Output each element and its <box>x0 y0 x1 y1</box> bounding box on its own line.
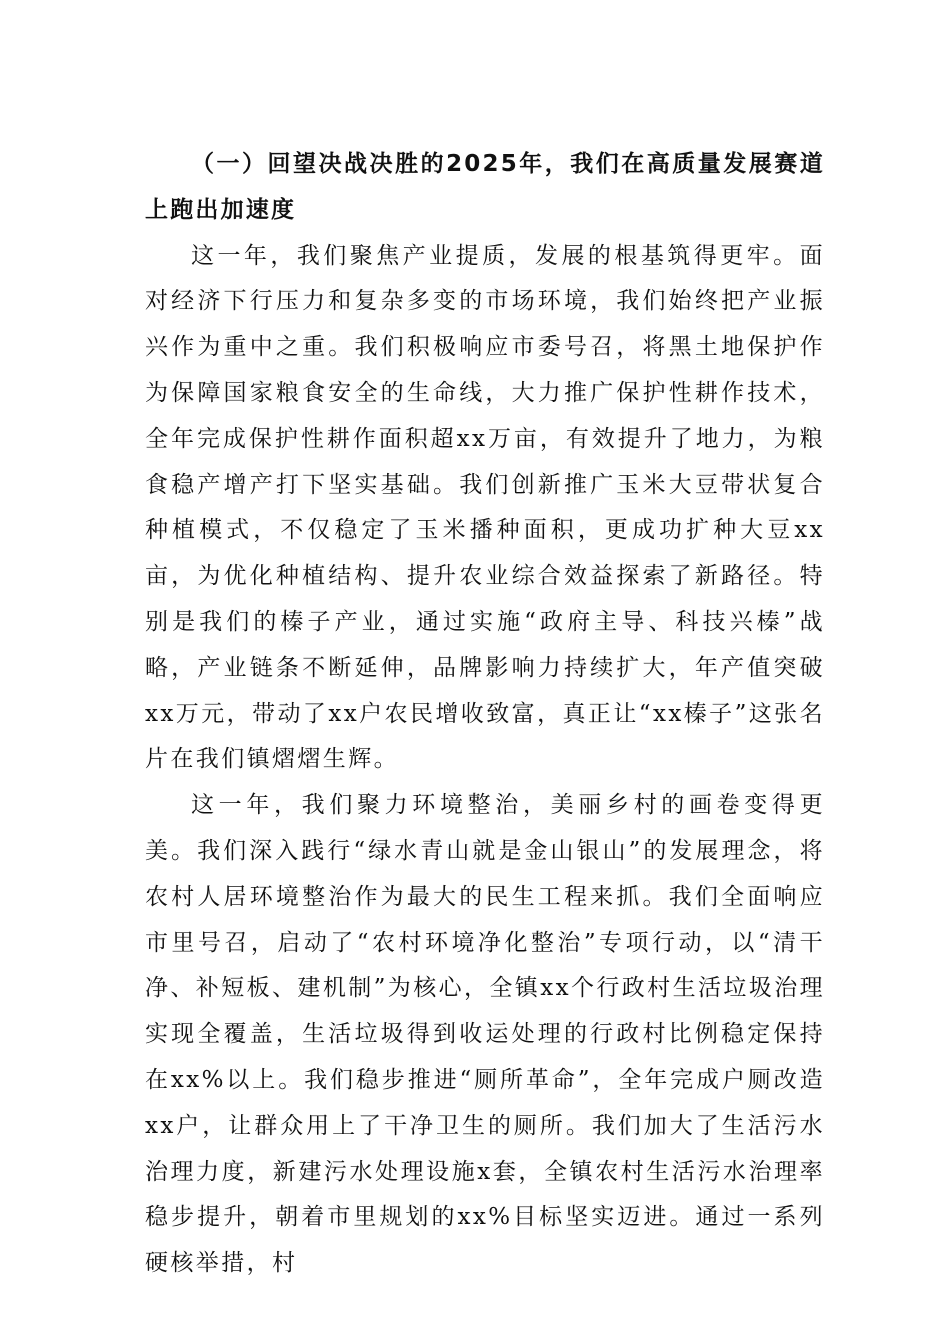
paragraph-environment: 这一年，我们聚力环境整治，美丽乡村的画卷变得更美。我们深入践行“绿水青山就是金山银山”的发展理念，将农村人居环境整治作为最大的民生工程来抓。我们全面响应市里号召，启动了“农村环境净化整治”专项行动，以“清干净、补短板、建机制”为核心，全镇xx个行政村生活垃圾治理实现全覆盖，生活垃圾得到收运处理的行政村比例稳定保持在xx%以上。我们稳步推进“厕所革命”，全年完成户厕改造xx户，让群众用上了干净卫生的厕所。我们加大了生活污水治理力度，新建污水处理设施x套，全镇农村生活污水治理率稳步提升，朝着市里规划的xx%目标坚实迈进。通过一系列硬核举措，村 <box>145 792 825 1277</box>
section-heading: （一）回望决战决胜的2025年，我们在高质量发展赛道上跑出加速度 <box>145 151 825 223</box>
document-body <box>145 142 825 1287</box>
paragraph-industry: 这一年，我们聚焦产业提质，发展的根基筑得更牢。面对经济下行压力和复杂多变的市场环境，我们始终把产业振兴作为重中之重。我们积极响应市委号召，将黑土地保护作为保障国家粮食安全的生命线，大力推广保护性耕作技术，全年完成保护性耕作面积超xx万亩，有效提升了地力，为粮食稳产增产打下坚实基础。我们创新推广玉米大豆带状复合种植模式，不仅稳定了玉米播种面积，更成功扩种大豆xx亩，为优化种植结构、提升农业综合效益探索了新路径。特别是我们的榛子产业，通过实施“政府主导、科技兴榛”战略，产业链条不断延伸，品牌影响力持续扩大，年产值突破xx万元，带动了xx户农民增收致富，真正让“xx榛子”这张名片在我们镇熠熠生辉。 <box>145 242 825 773</box>
